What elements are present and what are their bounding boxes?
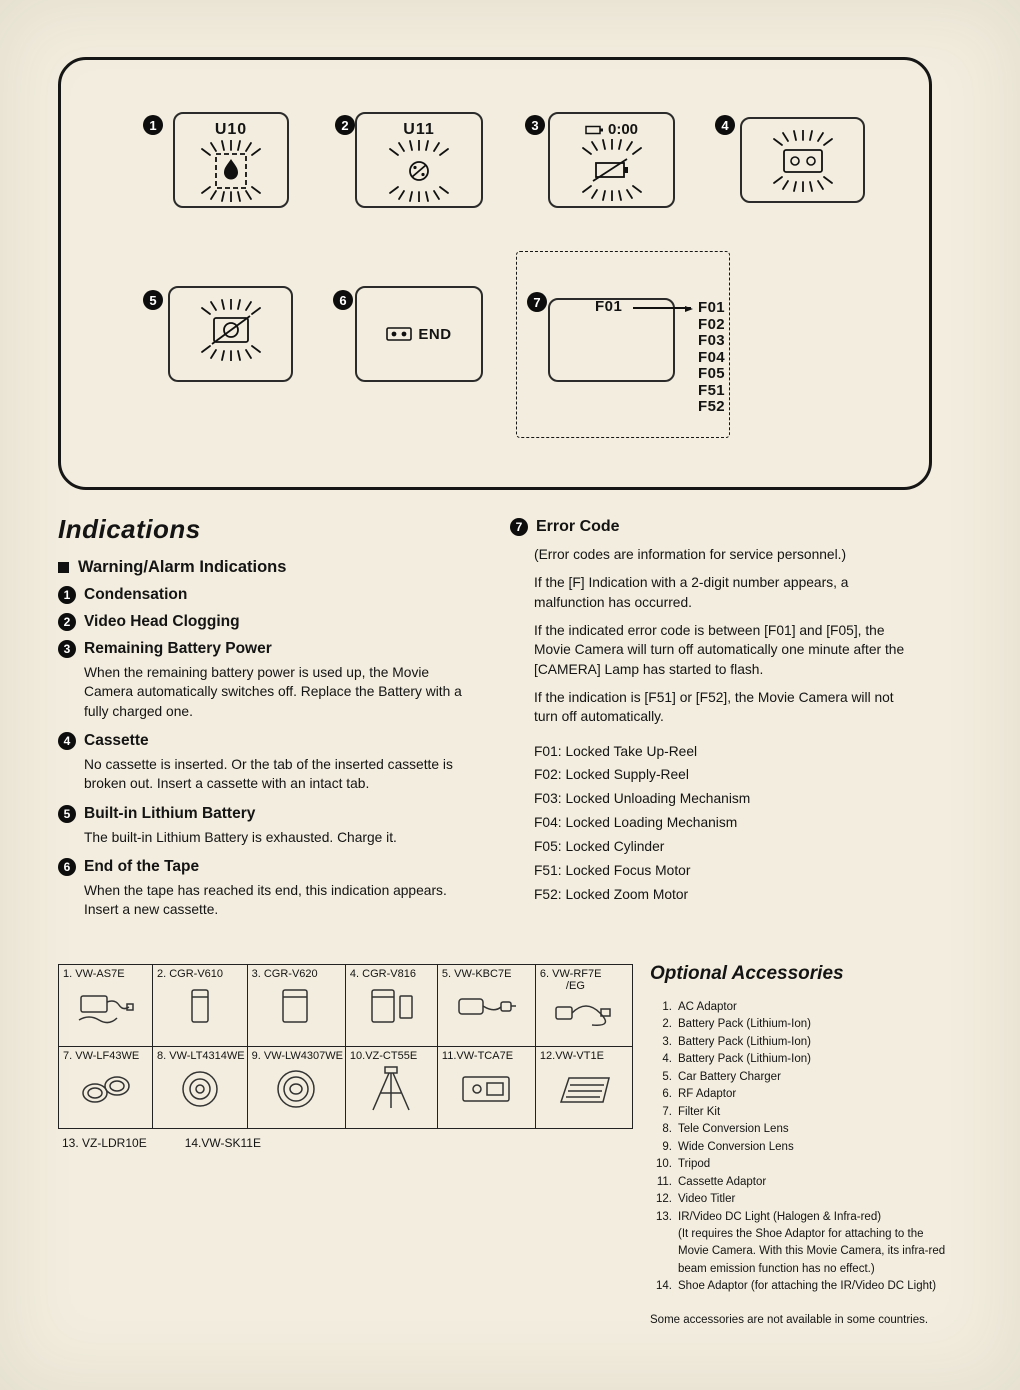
optional-accessory-item <box>650 1156 948 1173</box>
indicator-number-badge: 3 <box>525 115 545 135</box>
indicator-number-badge: 6 <box>333 290 353 310</box>
item-text: Cassette Adaptor <box>678 1175 767 1188</box>
optional-accessory-item <box>650 1191 948 1208</box>
item-text: Battery Pack (Lithium-Ion) <box>678 1018 811 1031</box>
accessory-model-label: 2. CGR-V610 <box>157 968 224 980</box>
cassette-adaptor-image <box>438 1062 535 1116</box>
item-body: When the tape has reached its end, this indication appears. Insert a new cassette. <box>84 882 447 918</box>
condensation-flashing-icon <box>175 140 287 202</box>
square-bullet-icon <box>58 562 69 573</box>
accessory-model-label: 8. VW-LT4314WE <box>157 1050 245 1062</box>
filter-kit-image <box>59 1062 152 1116</box>
item-text: Tripod <box>678 1158 711 1171</box>
optional-accessories-title: Optional Accessories <box>650 963 844 984</box>
optional-accessory-item <box>650 1104 948 1121</box>
optional-accessory-item <box>650 1086 948 1103</box>
item-number: 8. <box>662 1123 672 1136</box>
item-number-badge: 5 <box>58 805 76 823</box>
tele-conversion-lens-image <box>153 1062 247 1116</box>
item-text: Wide Conversion Lens <box>678 1140 794 1153</box>
accessory-model-label: /EG <box>565 980 585 992</box>
item-title: Cassette <box>84 731 149 749</box>
head-clogging-flashing-icon <box>357 140 481 202</box>
error-code-item: F05 <box>698 365 726 382</box>
item-number-badge: 1 <box>58 586 76 604</box>
error-code-item: F01 <box>698 299 726 316</box>
item-number-badge: 4 <box>58 732 76 750</box>
battery-pack-image <box>248 980 345 1034</box>
optional-accessory-item <box>650 1174 948 1191</box>
error-code-display-label: F01 <box>595 298 623 315</box>
battery-time-label: 0:00 <box>607 121 639 138</box>
error-code-heading <box>510 518 914 536</box>
item-number-badge: 2 <box>58 613 76 631</box>
item-number-badge: 6 <box>58 858 76 876</box>
item-text: Tele Conversion Lens <box>678 1123 789 1136</box>
error-code-heading-label: Error Code <box>536 518 620 535</box>
page-title: Indications <box>58 514 201 544</box>
item-number: 14. <box>656 1280 672 1293</box>
video-titler-image <box>536 1062 632 1116</box>
item-text: RF Adaptor <box>678 1088 737 1101</box>
item-number: 9. <box>662 1140 672 1153</box>
indication-item-cassette <box>58 732 490 794</box>
item-text: Car Battery Charger <box>678 1070 781 1083</box>
tape-end-label: END <box>418 325 452 343</box>
indication-item-battery <box>58 640 490 721</box>
accessory-model-label: 5. VW-KBC7E <box>441 968 512 980</box>
indication-item-lithium <box>58 805 490 847</box>
error-code-list <box>698 300 725 416</box>
optional-accessory-item <box>650 1121 948 1138</box>
warning-alarm-heading-label: Warning/Alarm Indications <box>78 558 287 576</box>
optional-accessory-item <box>650 1278 948 1295</box>
accessory-model-label: 7. VW-LF43WE <box>63 1050 140 1062</box>
lithium-battery-flashing-icon <box>170 299 291 361</box>
battery-empty-flashing-icon <box>550 139 673 201</box>
display-box-head-clogging <box>355 112 483 208</box>
accessory-model-label: 1. VW-AS7E <box>63 968 125 980</box>
error-code-definition: F51: Locked Focus Motor <box>534 862 691 878</box>
item-title: End of the Tape <box>84 857 200 875</box>
accessory-model-label: 11.VW-TCA7E <box>441 1050 514 1062</box>
item-text: Battery Pack (Lithium-Ion) <box>678 1035 811 1048</box>
optional-accessory-item <box>650 1069 948 1086</box>
accessory-model-label: 4. CGR-V816 <box>349 968 416 980</box>
tape-small-icon <box>386 327 412 341</box>
accessory-model-label: 14.VW-SK11E <box>184 1136 261 1150</box>
display-box-cassette <box>740 117 865 203</box>
item-body: No cassette is inserted. Or the tab of the inserted cassette is broken out. Insert a cassette with an intact tab. <box>84 756 453 792</box>
error-code-definition: F05: Locked Cylinder <box>534 838 665 854</box>
item-text: Filter Kit <box>678 1105 721 1118</box>
item-number: 4. <box>662 1053 672 1066</box>
tripod-image <box>346 1062 437 1116</box>
cassette-flashing-icon <box>742 130 863 192</box>
item-number: 11. <box>656 1175 672 1188</box>
error-code-paragraph: If the indication is [F51] or [F52], the Movie Camera will not turn off automatically. <box>534 689 894 725</box>
error-code-definition: F01: Locked Take Up-Reel <box>534 743 698 759</box>
error-code-definition: F52: Locked Zoom Motor <box>534 886 689 902</box>
optional-accessory-item <box>650 1016 948 1033</box>
warning-alarm-heading <box>58 558 490 577</box>
arrow-icon <box>633 307 691 309</box>
car-battery-charger-image <box>438 980 535 1034</box>
battery-pack-image <box>346 980 437 1034</box>
battery-pack-image <box>153 980 247 1034</box>
optional-accessory-item <box>650 999 948 1016</box>
display-code-label: U10 <box>214 121 248 138</box>
display-box-condensation <box>173 112 289 208</box>
optional-accessory-item <box>650 1034 948 1051</box>
battery-small-icon <box>585 124 605 136</box>
error-code-paragraph: If the indicated error code is between [F01] and [F05], the Movie Camera will turn off automatically one minute after the [CAMERA] Lamp has started to flash. <box>534 622 905 677</box>
indicator-number-badge: 7 <box>527 292 547 312</box>
item-body: When the remaining battery power is used up, the Movie Camera automatically switches off. Replace the Battery with a fully charged one. <box>84 665 462 719</box>
indicator-number-badge: 4 <box>715 115 735 135</box>
item-number: 13. <box>656 1210 672 1223</box>
error-code-item: F03 <box>698 332 726 349</box>
indication-item-head-clogging <box>58 613 490 631</box>
error-code-definitions <box>534 740 914 907</box>
error-code-item: F02 <box>698 315 726 333</box>
item-text: Video Titler <box>678 1193 736 1206</box>
optional-accessory-item <box>650 1209 948 1226</box>
item-number: 3. <box>662 1035 672 1048</box>
accessory-model-label: 6. VW-RF7E <box>539 968 602 980</box>
item-text: IR/Video DC Light (Halogen & Infra-red) <box>678 1210 882 1223</box>
item-text: Battery Pack (Lithium-Ion) <box>678 1053 811 1066</box>
display-box-tape-end <box>355 286 483 382</box>
error-code-item: F52 <box>698 398 726 415</box>
item-number: 5. <box>662 1070 672 1083</box>
rf-adaptor-image <box>536 992 632 1032</box>
display-box-lithium-battery <box>168 286 293 382</box>
indicator-number-badge: 5 <box>143 290 163 310</box>
error-code-definition: F02: Locked Supply-Reel <box>534 767 689 783</box>
error-code-item: F04 <box>698 348 726 366</box>
accessory-model-label: 10.VZ-CT55E <box>349 1050 418 1062</box>
error-code-paragraph: If the [F] Indication with a 2-digit number appears, a malfunction has occurred. <box>534 575 849 610</box>
accessories-table <box>58 964 633 1129</box>
error-code-paragraph: (Error codes are information for service personnel.) <box>534 547 847 562</box>
availability-footnote: Some accessories are not available in some countries. <box>650 1313 929 1326</box>
item-title: Condensation <box>84 586 188 603</box>
optional-accessory-item <box>650 1051 948 1068</box>
error-code-definition: F03: Locked Unloading Mechanism <box>534 791 751 807</box>
indication-item-tape-end <box>58 858 490 920</box>
item-number: 1. <box>662 1000 672 1013</box>
item-text: Shoe Adaptor (for attaching the IR/Video DC Light) <box>678 1280 937 1293</box>
accessory-model-label: 12.VW-VT1E <box>539 1050 604 1062</box>
item-title: Remaining Battery Power <box>84 640 272 657</box>
item-title: Built-in Lithium Battery <box>84 804 256 822</box>
indicator-number-badge: 2 <box>335 115 355 135</box>
error-code-column <box>510 518 914 907</box>
item-number-badge: 3 <box>58 640 76 658</box>
item-number: 12. <box>656 1193 672 1206</box>
item-body: The built-in Lithium Battery is exhausted. Charge it. <box>84 829 397 845</box>
optional-accessory-item <box>650 1139 948 1156</box>
accessories-table-footer <box>62 1136 299 1150</box>
accessory-model-label: 13. VZ-LDR10E <box>62 1136 147 1150</box>
indicator-panel <box>58 57 932 490</box>
optional-accessories-section <box>650 960 948 1329</box>
display-code-label: U11 <box>403 121 435 138</box>
item-number: 10. <box>656 1158 672 1171</box>
accessory-model-label: 3. CGR-V620 <box>251 968 318 980</box>
optional-accessory-note: (It requires the Shoe Adaptor for attaching to the Movie Camera. With this Movie Camera, its infra-red beam emission function has no effect.) <box>678 1227 946 1275</box>
ac-adaptor-image <box>59 980 152 1034</box>
indication-item-condensation <box>58 586 490 604</box>
error-code-definition: F04: Locked Loading Mechanism <box>534 815 738 831</box>
item-title: Video Head Clogging <box>84 613 240 630</box>
wide-conversion-lens-image <box>248 1062 345 1116</box>
display-box-battery <box>548 112 675 208</box>
item-number-badge: 7 <box>510 518 528 536</box>
item-number: 6. <box>662 1088 672 1101</box>
item-text: AC Adaptor <box>678 1000 737 1013</box>
accessory-model-label: 9. VW-LW4307WE <box>251 1050 343 1062</box>
item-number: 7. <box>662 1105 672 1118</box>
indicator-number-badge: 1 <box>143 115 163 135</box>
error-code-item: F51 <box>698 381 726 399</box>
item-number: 2. <box>662 1018 672 1031</box>
indications-column <box>58 514 490 931</box>
